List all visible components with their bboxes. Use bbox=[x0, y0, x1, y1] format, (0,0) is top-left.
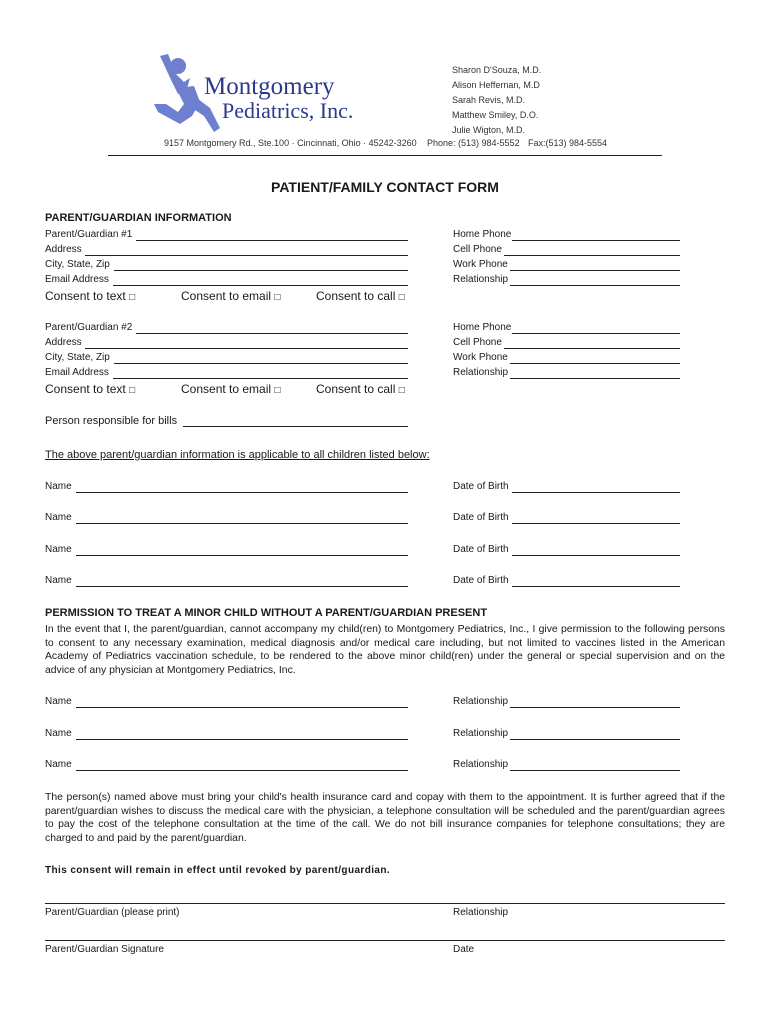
doctor-list bbox=[452, 63, 541, 138]
applies-note: The above parent/guardian information is applicable to all children listed below: bbox=[45, 449, 430, 461]
child-name-field[interactable] bbox=[76, 523, 408, 524]
guardian1-cell-field[interactable] bbox=[504, 255, 680, 256]
guardian1-email-field[interactable] bbox=[113, 285, 408, 286]
signature-label: Parent/Guardian Signature bbox=[45, 944, 164, 955]
child-dob-field[interactable] bbox=[512, 523, 680, 524]
child-name-field[interactable] bbox=[76, 586, 408, 587]
child-name-label: Name bbox=[45, 481, 72, 492]
date-label: Date bbox=[453, 944, 475, 955]
child-dob-field[interactable] bbox=[512, 555, 680, 556]
checkbox-icon[interactable]: □ bbox=[398, 385, 405, 396]
guardian2-consent-text[interactable] bbox=[45, 382, 135, 398]
guardian2-city-field[interactable] bbox=[114, 363, 408, 364]
person-name-label: Name bbox=[45, 728, 72, 739]
person-relationship-field[interactable] bbox=[510, 739, 680, 740]
child-dob-field[interactable] bbox=[512, 492, 680, 493]
person-relationship-field[interactable] bbox=[510, 707, 680, 708]
guardian2-relationship-label: Relationship bbox=[453, 367, 509, 378]
guardian2-name-label: Parent/Guardian #2 bbox=[45, 322, 133, 333]
guardian2-email-label: Email Address bbox=[45, 367, 109, 378]
guardian1-consent-email[interactable] bbox=[181, 289, 280, 305]
person-name-label: Name bbox=[45, 759, 72, 770]
logo bbox=[150, 52, 380, 137]
permission-text: In the event that I, the parent/guardian, cannot accompany my child(ren) to Montgomery Pediatrics, Inc., I give permission to the following persons to consent to any necessary examination, medical diagnosis and/or medical care including, but not limited to vaccines listed in the American Academy of Pediatrics vaccination schedule, to be rendered to the above minor child(ren) under the general or special supervision and on the advice of any physician at Montgomery Pediatrics, Inc. bbox=[45, 624, 725, 676]
consent-call-label: Consent to call bbox=[316, 289, 396, 303]
guardian1-address-label: Address bbox=[45, 244, 82, 255]
checkbox-icon[interactable]: □ bbox=[274, 385, 281, 396]
guardian1-address-field[interactable] bbox=[85, 255, 408, 256]
guardian1-city-label: City, State, Zip bbox=[45, 259, 110, 270]
practice-address: 9157 Montgomery Rd., Ste.100 · Cincinnati, Ohio · 45242-3260 bbox=[164, 138, 417, 148]
guardian1-home-field[interactable] bbox=[512, 240, 680, 241]
insurance-text: The person(s) named above must bring your child's health insurance card and copay with them to the appointment. It is further agreed that if the parent/guardian wishes to discuss the medical care with the physician, a telephone consultation will be scheduled and the parent/guardian agrees to pay the cost of the telephone consultation at the time of the call. We do not bill insurance companies for telephone consultations; they are charged to and paid by the parent/guardian. bbox=[45, 792, 725, 844]
permission-heading: PERMISSION TO TREAT A MINOR CHILD WITHOUT A PARENT/GUARDIAN PRESENT bbox=[45, 607, 488, 619]
consent-text-label: Consent to text bbox=[45, 289, 126, 303]
guardian1-email-label: Email Address bbox=[45, 274, 109, 285]
guardian2-cell-label: Cell Phone bbox=[453, 337, 502, 348]
child-dob-label: Date of Birth bbox=[453, 481, 509, 492]
guardian2-city-label: City, State, Zip bbox=[45, 352, 110, 363]
guardian1-relationship-label: Relationship bbox=[453, 274, 509, 285]
doctor-name: Alison Heffernan, M.D bbox=[452, 80, 540, 90]
guardian2-address-field[interactable] bbox=[85, 348, 408, 349]
child-name-field[interactable] bbox=[76, 492, 408, 493]
guardian2-work-field[interactable] bbox=[510, 363, 680, 364]
person-name-field[interactable] bbox=[76, 707, 408, 708]
doctor-name: Sharon D'Souza, M.D. bbox=[452, 65, 542, 75]
guardian2-work-label: Work Phone bbox=[453, 352, 508, 363]
guardian2-home-label: Home Phone bbox=[453, 322, 512, 333]
checkbox-icon[interactable]: □ bbox=[129, 292, 136, 303]
child-dob-field[interactable] bbox=[512, 586, 680, 587]
child-name-label: Name bbox=[45, 544, 72, 555]
child-name-label: Name bbox=[45, 512, 72, 523]
person-relationship-label: Relationship bbox=[453, 759, 509, 770]
print-name-label: Parent/Guardian (please print) bbox=[45, 907, 180, 918]
person-relationship-field[interactable] bbox=[510, 770, 680, 771]
guardian1-relationship-field[interactable] bbox=[510, 285, 680, 286]
guardian1-home-label: Home Phone bbox=[453, 229, 512, 240]
guardian1-work-label: Work Phone bbox=[453, 259, 508, 270]
header-divider bbox=[108, 155, 662, 156]
guardian1-consent-text[interactable] bbox=[45, 289, 135, 305]
person-relationship-label: Relationship bbox=[453, 696, 509, 707]
consent-note: This consent will remain in effect until revoked by parent/guardian. bbox=[45, 865, 391, 876]
guardian1-city-field[interactable] bbox=[114, 270, 408, 271]
child-name-field[interactable] bbox=[76, 555, 408, 556]
guardian1-work-field[interactable] bbox=[510, 270, 680, 271]
guardian1-name-label: Parent/Guardian #1 bbox=[45, 229, 133, 240]
signature-relationship-label: Relationship bbox=[453, 907, 509, 918]
person-name-field[interactable] bbox=[76, 770, 408, 771]
consent-email-label: Consent to email bbox=[181, 382, 272, 396]
logo-line-1: Montgomery bbox=[204, 73, 335, 100]
child-name-label: Name bbox=[45, 575, 72, 586]
practice-fax: Fax:(513) 984-5554 bbox=[528, 138, 608, 148]
person-relationship-label: Relationship bbox=[453, 728, 509, 739]
consent-text-label: Consent to text bbox=[45, 382, 126, 396]
bills-label: Person responsible for bills bbox=[45, 415, 178, 427]
guardian2-address-label: Address bbox=[45, 337, 82, 348]
consent-email-label: Consent to email bbox=[181, 289, 272, 303]
child-dob-label: Date of Birth bbox=[453, 512, 509, 523]
person-name-field[interactable] bbox=[76, 739, 408, 740]
checkbox-icon[interactable]: □ bbox=[129, 385, 136, 396]
guardian2-consent-call[interactable] bbox=[316, 382, 405, 398]
guardian1-cell-label: Cell Phone bbox=[453, 244, 502, 255]
guardian2-name-field[interactable] bbox=[136, 333, 408, 334]
signature-field[interactable] bbox=[45, 940, 725, 941]
consent-call-label: Consent to call bbox=[316, 382, 396, 396]
guardian1-name-field[interactable] bbox=[136, 240, 408, 241]
doctor-name: Julie Wigton, M.D. bbox=[452, 125, 526, 135]
guardian2-consent-email[interactable] bbox=[181, 382, 280, 398]
doctor-name: Sarah Revis, M.D. bbox=[452, 95, 526, 105]
guardian2-home-field[interactable] bbox=[512, 333, 680, 334]
guardian-section-heading: PARENT/GUARDIAN INFORMATION bbox=[45, 212, 232, 224]
guardian2-cell-field[interactable] bbox=[504, 348, 680, 349]
logo-line-2: Pediatrics, Inc. bbox=[222, 98, 354, 123]
doctor-name: Matthew Smiley, D.O. bbox=[452, 110, 539, 120]
practice-phone: Phone: (513) 984-5552 bbox=[427, 138, 520, 148]
form-title: PATIENT/FAMILY CONTACT FORM bbox=[271, 179, 499, 195]
guardian2-email-field[interactable] bbox=[113, 378, 408, 379]
child-dob-label: Date of Birth bbox=[453, 575, 509, 586]
print-name-field[interactable] bbox=[45, 903, 725, 904]
checkbox-icon[interactable]: □ bbox=[398, 292, 405, 303]
guardian1-consent-call[interactable] bbox=[316, 289, 405, 305]
guardian2-relationship-field[interactable] bbox=[510, 378, 680, 379]
bills-field[interactable] bbox=[183, 426, 408, 427]
person-name-label: Name bbox=[45, 696, 72, 707]
checkbox-icon[interactable]: □ bbox=[274, 292, 281, 303]
child-dob-label: Date of Birth bbox=[453, 544, 509, 555]
